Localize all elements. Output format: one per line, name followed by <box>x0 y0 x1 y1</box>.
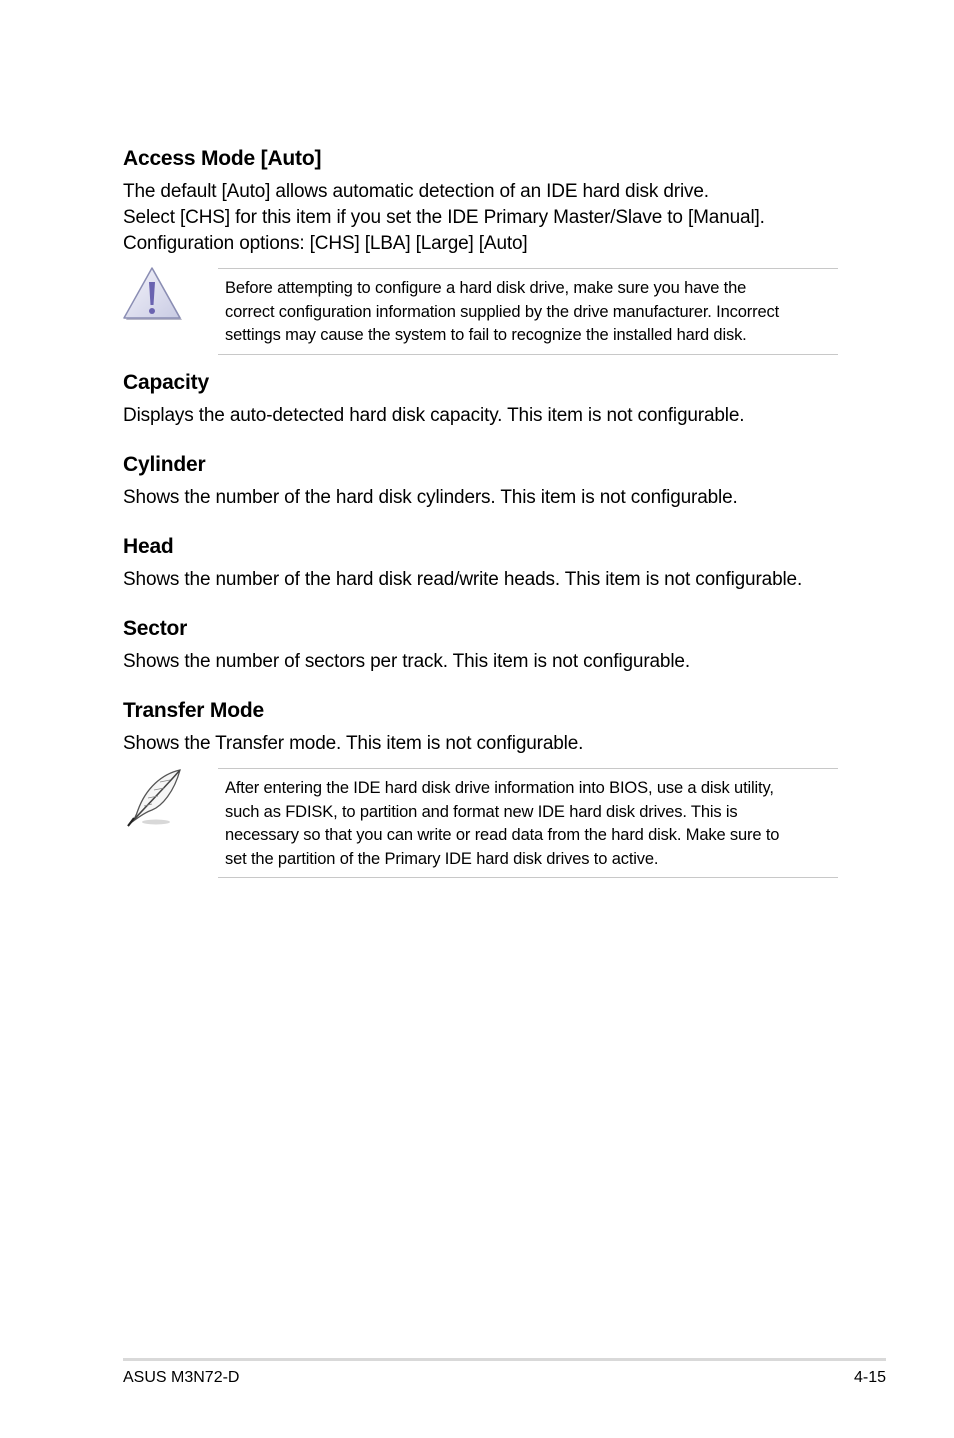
footer-page-number: 4-15 <box>853 1369 886 1386</box>
caution-line-1: Before attempting to configure a hard disk drive, make sure you have the <box>225 279 747 297</box>
caution-line-2: correct configuration information supplied by the drive manufacturer. Incorrect <box>225 302 780 321</box>
caution-line-3: settings may cause the system to fail to recognize the installed hard disk. <box>225 326 747 344</box>
sector-line-1: Shows the number of sectors per track. This item is not configurable. <box>123 651 690 672</box>
access-mode-line-1: The default [Auto] allows automatic detection of an IDE hard disk drive. <box>123 181 709 202</box>
section-title-capacity: Capacity <box>123 371 209 394</box>
footer-rule <box>123 1358 886 1361</box>
quill-pen-icon <box>122 766 186 830</box>
caution-box <box>218 268 838 355</box>
section-title-head: Head <box>123 535 174 558</box>
access-mode-line-3: Configuration options: [CHS] [LBA] [Large] [Auto] <box>123 233 528 254</box>
note-line-1: After entering the IDE hard disk drive information into BIOS, use a disk utility, <box>225 779 774 797</box>
access-mode-line-2: Select [CHS] for this item if you set the IDE Primary Master/Slave to [Manual]. <box>123 207 765 228</box>
head-line-1: Shows the number of the hard disk read/write heads. This item is not configurable. <box>123 569 803 590</box>
transfer-mode-line-1: Shows the Transfer mode. This item is not configurable. <box>123 733 584 754</box>
note-line-4: set the partition of the Primary IDE hard disk drives to active. <box>225 849 659 868</box>
note-line-2: such as FDISK, to partition and format new IDE hard disk drives. This is <box>225 802 738 821</box>
cylinder-line-1: Shows the number of the hard disk cylinders. This item is not configurable. <box>123 487 738 508</box>
section-title-cylinder: Cylinder <box>123 453 206 476</box>
section-title-sector: Sector <box>123 617 188 640</box>
section-title-transfer-mode: Transfer Mode <box>123 699 264 722</box>
caution-triangle-icon <box>122 265 184 323</box>
note-line-3: necessary so that you can write or read data from the hard disk. Make sure to <box>225 826 780 844</box>
footer-product: ASUS M3N72-D <box>123 1369 240 1386</box>
note-box <box>218 768 838 878</box>
capacity-line-1: Displays the auto-detected hard disk capacity. This item is not configurable. <box>123 405 745 426</box>
section-title-access-mode: Access Mode [Auto] <box>123 147 322 170</box>
